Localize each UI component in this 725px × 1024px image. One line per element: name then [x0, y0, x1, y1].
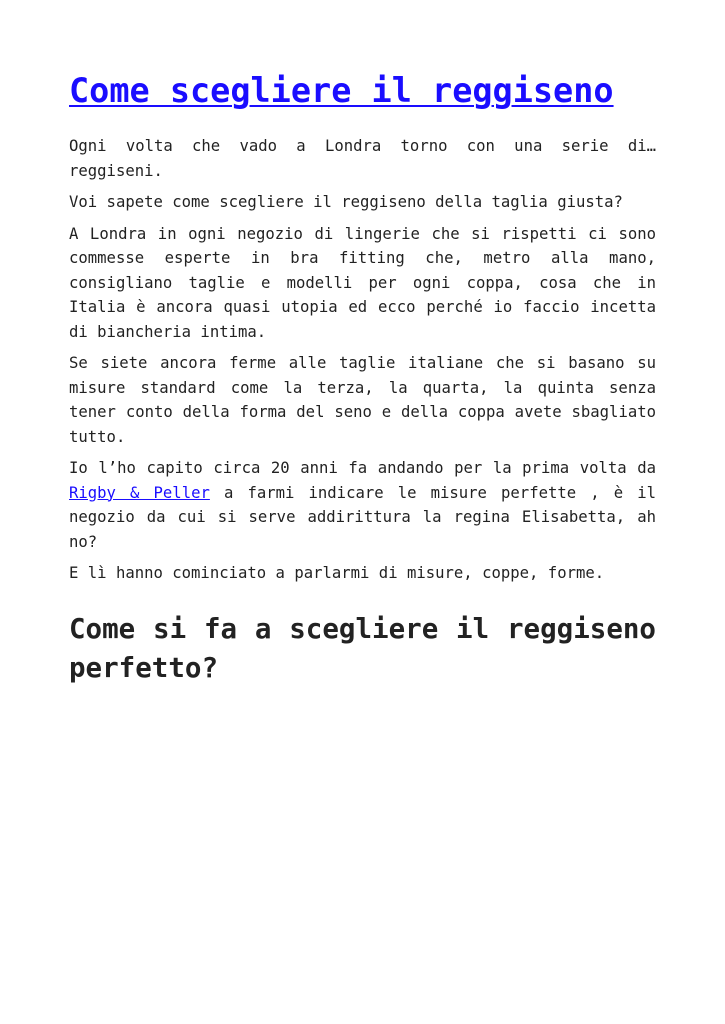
paragraph-5-text-before: Io l’ho capito circa 20 anni fa andando per la prima volta da — [69, 459, 656, 477]
paragraph-5 — [69, 456, 656, 554]
paragraph-2: Voi sapete come scegliere il reggiseno della taglia giusta? — [69, 193, 623, 211]
article-title-link[interactable]: Come scegliere il reggiseno — [69, 71, 614, 110]
article — [69, 68, 656, 688]
paragraph-6: E lì hanno cominciato a parlarmi di misure, coppe, forme. — [69, 564, 605, 582]
rigby-peller-link[interactable]: Rigby & Peller — [69, 483, 210, 502]
section-heading: Come si fa a scegliere il reggiseno perfetto? — [69, 612, 656, 684]
article-title — [69, 68, 656, 114]
paragraph-1: Ogni volta che vado a Londra torno con una serie di… reggiseni. — [69, 137, 656, 180]
paragraph-4: Se siete ancora ferme alle taglie italiane che si basano su misure standard come la terza, la quarta, la quinta senza tener conto della forma del seno e della coppa avete sbagliato tutto. — [69, 354, 656, 446]
paragraph-3: A Londra in ogni negozio di lingerie che si rispetti ci sono commesse esperte in bra fitting che, metro alla mano, consigliano taglie e modelli per ogni coppa, cosa che in Italia è ancora quasi utopia ed ecco perché io faccio incetta di biancheria intima. — [69, 224, 656, 341]
paragraph-5-text-after: a farmi indicare le misure perfette , è il negozio da cui si serve addirittura la regina Elisabetta, ah no? — [69, 483, 656, 551]
